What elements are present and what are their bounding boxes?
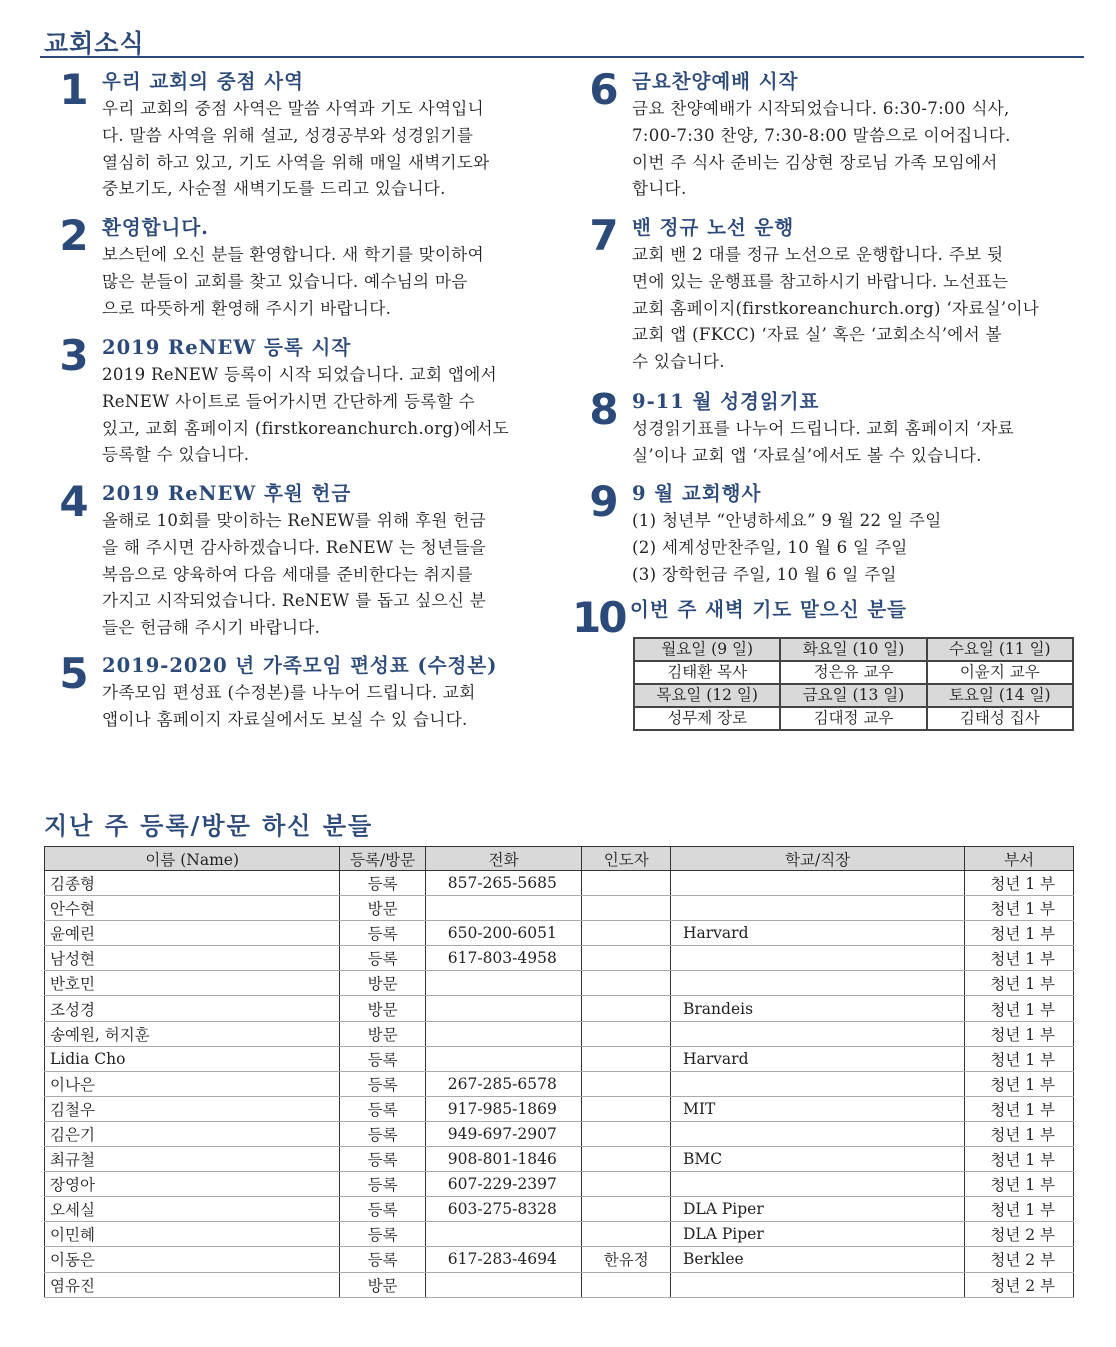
guide-cell <box>582 1197 671 1222</box>
visit-type-cell: 방문 <box>340 896 425 921</box>
visit-type-cell: 등록 <box>340 1247 425 1272</box>
department-cell: 청년 2 부 <box>965 1272 1074 1297</box>
school-work-cell: Berklee <box>671 1247 965 1272</box>
visit-type-cell: 방문 <box>340 1021 425 1046</box>
prayer-name-cell: 김태성 집사 <box>927 707 1073 730</box>
table-row <box>45 1197 1074 1222</box>
news-heading: 환영합니다. <box>102 216 209 239</box>
news-body-line: 열심히 하고 있고, 기도 사역을 위해 매일 새벽기도와 <box>102 152 490 172</box>
phone-cell <box>425 1272 582 1297</box>
phone-cell: 617-283-4694 <box>425 1247 582 1272</box>
phone-cell: 267-285-6578 <box>425 1071 582 1096</box>
visitors-table <box>44 846 1074 1298</box>
table-row <box>45 1046 1074 1071</box>
phone-cell <box>425 996 582 1021</box>
department-cell: 청년 1 부 <box>965 946 1074 971</box>
guide-cell <box>582 996 671 1021</box>
visitor-name-cell: 이나은 <box>45 1071 340 1096</box>
news-body-line: 교회 홈페이지(firstkoreanchurch.org) ‘자료실’이나 <box>632 298 1040 318</box>
news-number: 3 <box>59 331 89 380</box>
news-body-line: (1) 청년부 “안녕하세요” 9 월 22 일 주일 <box>632 511 942 530</box>
visitors-header-row <box>45 847 1074 871</box>
news-number: 10 <box>572 593 625 642</box>
news-body-line: 2019 ReNEW 등록이 시작 되었습니다. 교회 앱에서 <box>102 365 497 384</box>
table-row <box>45 1021 1074 1046</box>
prayer-name-cell: 김대정 교우 <box>780 707 926 730</box>
phone-cell: 917-985-1869 <box>425 1096 582 1121</box>
phone-cell <box>425 971 582 996</box>
news-body-line: 합니다. <box>632 179 687 199</box>
school-work-cell: DLA Piper <box>671 1197 965 1222</box>
department-cell: 청년 1 부 <box>965 1046 1074 1071</box>
department-cell: 청년 2 부 <box>965 1222 1074 1247</box>
phone-cell <box>425 1046 582 1071</box>
department-cell: 청년 2 부 <box>965 1247 1074 1272</box>
visitor-name-cell: 조성경 <box>45 996 340 1021</box>
news-body-line: 실’이나 교회 앱 ‘자료실’에서도 볼 수 있습니다. <box>632 445 982 465</box>
prayer-day-cell: 화요일 (10 일) <box>780 638 926 661</box>
table-row <box>45 1071 1074 1096</box>
table-row <box>45 1222 1074 1247</box>
prayer-name-cell: 정은유 교우 <box>780 661 926 684</box>
school-work-cell <box>671 1071 965 1096</box>
visitor-name-cell: 남성현 <box>45 946 340 971</box>
news-heading: 이번 주 새벽 기도 맡으신 분들 <box>630 598 907 621</box>
news-heading: 2019 ReNEW 후원 헌금 <box>102 482 352 505</box>
prayer-day-cell: 목요일 (12 일) <box>634 684 780 707</box>
phone-cell: 650-200-6051 <box>425 921 582 946</box>
visit-type-cell: 등록 <box>340 1046 425 1071</box>
visitor-name-cell: 송예원, 허지훈 <box>45 1021 340 1046</box>
news-number: 8 <box>589 385 619 434</box>
news-body-line: 많은 분들이 교회를 찾고 있습니다. 예수님의 마음 <box>102 271 468 291</box>
visitor-name-cell: 장영아 <box>45 1172 340 1197</box>
visitors-header-cell: 인도자 <box>582 847 671 871</box>
department-cell: 청년 1 부 <box>965 1071 1074 1096</box>
table-row <box>45 1172 1074 1197</box>
news-body-line: (2) 세계성만찬주일, 10 월 6 일 주일 <box>632 537 908 557</box>
department-cell: 청년 1 부 <box>965 871 1074 896</box>
table-row <box>45 1272 1074 1297</box>
phone-cell: 617-803-4958 <box>425 946 582 971</box>
visit-type-cell: 방문 <box>340 1272 425 1297</box>
visitor-name-cell: 이동은 <box>45 1247 340 1272</box>
school-work-cell <box>671 1272 965 1297</box>
table-row <box>45 946 1074 971</box>
news-body-line: 등록할 수 있습니다. <box>102 445 250 465</box>
prayer-name-cell: 이윤지 교우 <box>927 661 1073 684</box>
visit-type-cell: 등록 <box>340 1197 425 1222</box>
news-body <box>632 508 1088 588</box>
visit-type-cell: 방문 <box>340 996 425 1021</box>
right-news-item <box>580 211 1088 376</box>
table-row <box>45 1096 1074 1121</box>
prayer-day-row <box>634 638 1073 661</box>
phone-cell <box>425 1222 582 1247</box>
phone-cell: 908-801-1846 <box>425 1147 582 1172</box>
visitor-name-cell: 염유진 <box>45 1272 340 1297</box>
school-work-cell <box>671 1121 965 1146</box>
news-body-line: 이번 주 식사 준비는 김상현 장로님 가족 모임에서 <box>632 152 998 172</box>
news-body-line: 우리 교회의 중점 사역은 말씀 사역과 기도 사역입니 <box>102 99 484 118</box>
department-cell: 청년 1 부 <box>965 996 1074 1021</box>
department-cell: 청년 1 부 <box>965 896 1074 921</box>
left-news-item <box>50 65 564 203</box>
news-body-line: (3) 장학헌금 주일, 10 월 6 일 주일 <box>632 564 897 584</box>
right-news-item <box>580 385 1088 470</box>
news-body <box>102 362 564 469</box>
visit-type-cell: 등록 <box>340 1172 425 1197</box>
visit-type-cell: 등록 <box>340 946 425 971</box>
title-divider <box>40 56 1084 58</box>
department-cell: 청년 1 부 <box>965 1172 1074 1197</box>
visit-type-cell: 등록 <box>340 1071 425 1096</box>
news-body <box>102 242 564 322</box>
table-row <box>45 871 1074 896</box>
guide-cell <box>582 1096 671 1121</box>
school-work-cell: BMC <box>671 1147 965 1172</box>
visit-type-cell: 등록 <box>340 1096 425 1121</box>
prayer-name-row <box>634 661 1073 684</box>
visit-type-cell: 등록 <box>340 1121 425 1146</box>
visit-type-cell: 등록 <box>340 921 425 946</box>
phone-cell <box>425 1021 582 1046</box>
news-number: 4 <box>59 477 89 526</box>
prayer-day-row <box>634 684 1073 707</box>
visit-type-cell: 등록 <box>340 871 425 896</box>
department-cell: 청년 1 부 <box>965 1021 1074 1046</box>
department-cell: 청년 1 부 <box>965 1096 1074 1121</box>
news-heading: 9 월 교회행사 <box>632 482 762 505</box>
news-body <box>632 416 1088 470</box>
prayer-schedule-table <box>633 637 1074 731</box>
school-work-cell <box>671 1021 965 1046</box>
news-body-line: 다. 말씀 사역을 위해 설교, 성경공부와 성경읽기를 <box>102 125 474 145</box>
phone-cell: 857-265-5685 <box>425 871 582 896</box>
visitor-name-cell: 최규철 <box>45 1147 340 1172</box>
department-cell: 청년 1 부 <box>965 1197 1074 1222</box>
news-body-line: 중보기도, 사순절 새벽기도를 드리고 있습니다. <box>102 179 446 199</box>
guide-cell <box>582 1222 671 1247</box>
guide-cell <box>582 1172 671 1197</box>
news-number: 9 <box>589 477 619 526</box>
visitors-title: 지난 주 등록/방문 하신 분들 <box>44 811 374 840</box>
news-heading: 밴 정규 노선 운행 <box>632 216 795 239</box>
left-news-item <box>50 211 564 322</box>
news-body <box>102 508 564 642</box>
phone-cell <box>425 896 582 921</box>
news-body <box>632 96 1088 203</box>
news-body-line: 있고, 교회 홈페이지 (firstkoreanchurch.org)에서도 <box>102 418 510 438</box>
news-body-line: 들은 헌금해 주시기 바랍니다. <box>102 618 321 638</box>
visitors-header-cell: 등록/방문 <box>340 847 425 871</box>
news-body-line: 수 있습니다. <box>632 352 725 372</box>
school-work-cell <box>671 946 965 971</box>
school-work-cell <box>671 1172 965 1197</box>
table-row <box>45 896 1074 921</box>
visitor-name-cell: 김철우 <box>45 1096 340 1121</box>
guide-cell <box>582 871 671 896</box>
guide-cell: 한유정 <box>582 1247 671 1272</box>
guide-cell <box>582 921 671 946</box>
guide-cell <box>582 896 671 921</box>
visitors-header-cell: 전화 <box>425 847 582 871</box>
guide-cell <box>582 1121 671 1146</box>
phone-cell: 607-229-2397 <box>425 1172 582 1197</box>
news-heading: 우리 교회의 중점 사역 <box>102 70 304 93</box>
page-title: 교회소식 <box>44 29 145 58</box>
guide-cell <box>582 1071 671 1096</box>
visitors-header-cell: 이름 (Name) <box>45 847 340 871</box>
prayer-name-row <box>634 707 1073 730</box>
guide-cell <box>582 1272 671 1297</box>
school-work-cell: Brandeis <box>671 996 965 1021</box>
news-body-line: 올해로 10회를 맞이하는 ReNEW를 위해 후원 헌금 <box>102 511 486 530</box>
visit-type-cell: 방문 <box>340 971 425 996</box>
visitor-name-cell: 안수현 <box>45 896 340 921</box>
school-work-cell <box>671 871 965 896</box>
news-number: 1 <box>59 65 89 114</box>
school-work-cell: Harvard <box>671 1046 965 1071</box>
news-body-line: 금요 찬양예배가 시작되었습니다. 6:30-7:00 식사, <box>632 99 1010 118</box>
news-heading: 2019-2020 년 가족모임 편성표 (수정본) <box>102 654 498 677</box>
news-number: 6 <box>589 65 619 114</box>
news-body-line: 면에 있는 운행표를 참고하시기 바랍니다. 노선표는 <box>632 271 1009 291</box>
visitor-name-cell: 김은기 <box>45 1121 340 1146</box>
school-work-cell <box>671 971 965 996</box>
news-body-line: 교회 밴 2 대를 정규 노선으로 운행합니다. 주보 뒷 <box>632 245 1004 264</box>
guide-cell <box>582 1021 671 1046</box>
prayer-name-cell: 김태환 목사 <box>634 661 780 684</box>
news-heading: 금요찬양예배 시작 <box>632 70 799 93</box>
school-work-cell: MIT <box>671 1096 965 1121</box>
department-cell: 청년 1 부 <box>965 1121 1074 1146</box>
right-news-item <box>580 65 1088 203</box>
news-body <box>632 242 1088 376</box>
news-number: 7 <box>589 211 619 260</box>
news-body-line: 가족모임 편성표 (수정본)를 나누어 드립니다. 교회 <box>102 683 476 702</box>
table-row <box>45 1247 1074 1272</box>
news-body-line: 복음으로 양육하여 다음 세대를 준비한다는 취지를 <box>102 564 473 584</box>
news-body <box>102 680 564 734</box>
news-body-line: 교회 앱 (FKCC) ‘자료 실’ 혹은 ‘교회소식’에서 볼 <box>632 325 1002 345</box>
phone-cell: 949-697-2907 <box>425 1121 582 1146</box>
news-body-line: 앱이나 홈페이지 자료실에서도 보실 수 있 습니다. <box>102 709 468 729</box>
news-number: 5 <box>59 649 89 698</box>
prayer-day-cell: 월요일 (9 일) <box>634 638 780 661</box>
prayer-name-cell: 성무제 장로 <box>634 707 780 730</box>
table-row <box>45 1121 1074 1146</box>
news-heading: 2019 ReNEW 등록 시작 <box>102 336 352 359</box>
news-body-line: 으로 따뜻하게 환영해 주시기 바랍니다. <box>102 298 392 318</box>
news-body <box>102 96 564 203</box>
left-news-item <box>50 331 564 469</box>
news-body-line: 보스턴에 오신 분들 환영합니다. 새 학기를 맞이하여 <box>102 245 484 264</box>
visitor-name-cell: 오세실 <box>45 1197 340 1222</box>
visitor-name-cell: 윤예린 <box>45 921 340 946</box>
guide-cell <box>582 971 671 996</box>
news-body-line: 가지고 시작되었습니다. ReNEW 를 돕고 싶으신 분 <box>102 591 487 611</box>
school-work-cell <box>671 896 965 921</box>
guide-cell <box>582 946 671 971</box>
news-body-line: 7:00-7:30 찬양, 7:30-8:00 말씀으로 이어집니다. <box>632 125 1011 145</box>
prayer-day-cell: 토요일 (14 일) <box>927 684 1073 707</box>
visitor-name-cell: 반호민 <box>45 971 340 996</box>
phone-cell: 603-275-8328 <box>425 1197 582 1222</box>
visitor-name-cell: Lidia Cho <box>45 1046 340 1071</box>
visit-type-cell: 등록 <box>340 1222 425 1247</box>
table-row <box>45 971 1074 996</box>
prayer-day-cell: 금요일 (13 일) <box>780 684 926 707</box>
table-row <box>45 996 1074 1021</box>
table-row <box>45 1147 1074 1172</box>
news-body-line: ReNEW 사이트로 들어가시면 간단하게 등록할 수 <box>102 391 475 411</box>
prayer-day-cell: 수요일 (11 일) <box>927 638 1073 661</box>
school-work-cell: DLA Piper <box>671 1222 965 1247</box>
school-work-cell: Harvard <box>671 921 965 946</box>
left-news-item <box>50 649 564 734</box>
department-cell: 청년 1 부 <box>965 971 1074 996</box>
left-news-item <box>50 477 564 642</box>
news-body-line: 성경읽기표를 나누어 드립니다. 교회 홈페이지 ‘자료 <box>632 419 1014 438</box>
visit-type-cell: 등록 <box>340 1147 425 1172</box>
visitors-header-cell: 부서 <box>965 847 1074 871</box>
department-cell: 청년 1 부 <box>965 921 1074 946</box>
right-news-item <box>572 593 907 642</box>
department-cell: 청년 1 부 <box>965 1147 1074 1172</box>
news-number: 2 <box>59 211 89 260</box>
guide-cell <box>582 1147 671 1172</box>
guide-cell <box>582 1046 671 1071</box>
visitors-header-cell: 학교/직장 <box>671 847 965 871</box>
visitor-name-cell: 김종형 <box>45 871 340 896</box>
right-news-item <box>580 477 1088 588</box>
visitor-name-cell: 이민혜 <box>45 1222 340 1247</box>
news-heading: 9-11 월 성경읽기표 <box>632 390 820 413</box>
table-row <box>45 921 1074 946</box>
news-body-line: 을 해 주시면 감사하겠습니다. ReNEW 는 청년들을 <box>102 537 487 557</box>
